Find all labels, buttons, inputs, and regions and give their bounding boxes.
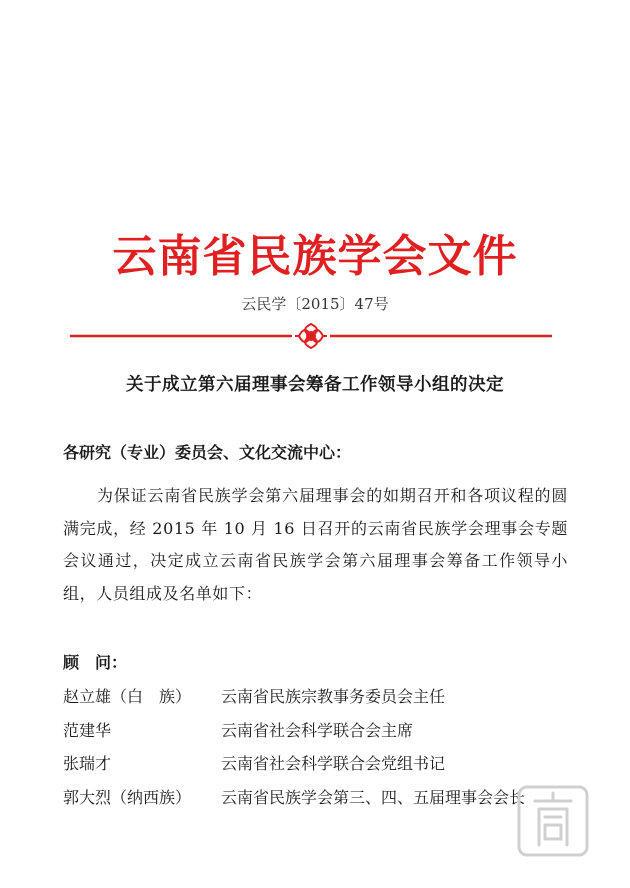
advisor-name: 郭大烈（纳西族） xyxy=(63,788,192,807)
advisor-name: 范建华 xyxy=(63,721,112,740)
header-title: 云南省民族学会文件 xyxy=(112,231,518,282)
body-paragraph: 为保证云南省民族学会第六届理事会的如期召开和各项议程的圆满完成，经 2015 年 10 月 16 日召开的云南省民族学会理事会专题会议通过，决定成立云南省民族学会第六届理事会筹备工作领导小组，人员组成及名单如下： xyxy=(63,486,568,603)
advisor-title: 云南省民族学会第三、四、五届理事会会长 xyxy=(221,788,526,807)
advisor-title: 云南省社会科学联合会主席 xyxy=(221,721,414,740)
advisor-name: 张瑞才 xyxy=(63,754,112,773)
ornament-icon xyxy=(295,324,327,348)
salutation: 各研究（专业）委员会、文化交流中心： xyxy=(63,443,352,462)
advisor-title: 云南省社会科学联合会党组书记 xyxy=(221,754,446,773)
advisor-title: 云南省民族宗教事务委员会主任 xyxy=(221,687,446,706)
watermark-icon xyxy=(515,783,591,859)
document-subject: 关于成立第六届理事会筹备工作领导小组的决定 xyxy=(126,375,504,395)
advisors-heading: 顾 问： xyxy=(63,653,128,672)
document-number: 云民学〔2015〕47号 xyxy=(241,295,389,313)
separator-line xyxy=(70,322,552,350)
advisor-name: 赵立雄（白 族） xyxy=(63,687,192,706)
